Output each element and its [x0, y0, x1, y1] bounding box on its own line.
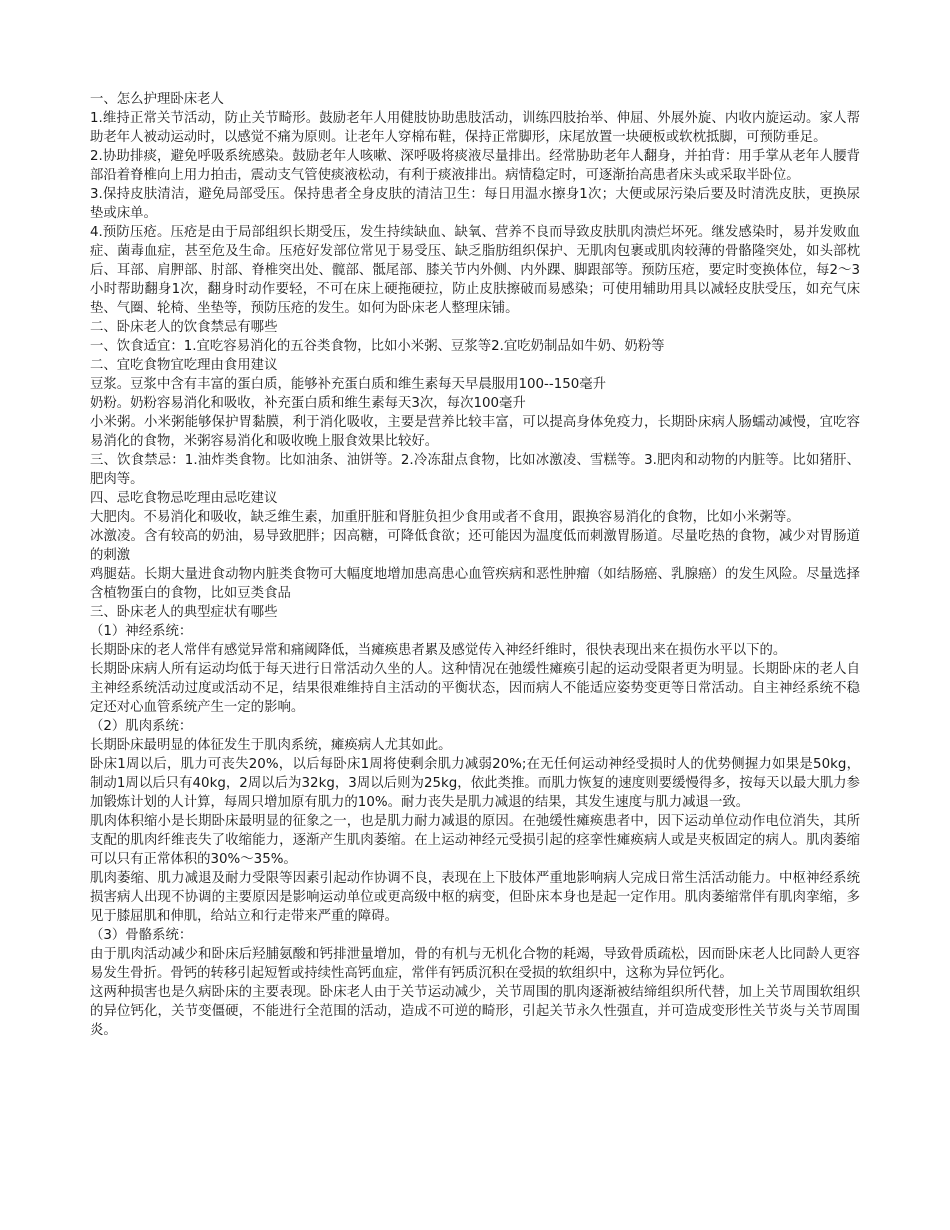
heading-diet: 二、卧床老人的饮食禁忌有哪些 — [90, 320, 278, 335]
symptom-muscle-p1: 长期卧床最明显的体征发生于肌肉系统，瘫痪病人尤其如此。 — [90, 738, 452, 753]
symptom-nervous-heading: （1）神经系统： — [90, 624, 193, 639]
diet-avoid-heading: 四、忌吃食物忌吃理由忌吃建议 — [90, 491, 278, 506]
symptom-bone-heading: （3）骨骼系统： — [90, 928, 193, 943]
care-item-joint: 1.维持正常关节活动，防止关节畸形。鼓励老年人用健肢协助患肢活动，训练四肢抬举、伸屈、外展外旋、内收内旋运动。家人帮助老年人被动运动时，以感觉不痛为原则。让老年人穿棉布鞋，保持正常脚形，床尾放置一块硬板或软枕抵脚，可预防垂足。 — [90, 111, 860, 145]
symptom-nervous-p1: 长期卧床的老人常伴有感觉异常和痛阈降低，当瘫痪患者累及感觉传入神经纤维时，很快表现出来在损伤水平以下的。 — [90, 643, 787, 658]
symptom-muscle-p4: 肌肉萎缩、肌力减退及耐力受限等因素引起动作协调不良，表现在上下肢体严重地影响病人完成日常生活活动能力。中枢神经系统损害病人出现不协调的主要原因是影响运动单位或更高级中枢的病变，但卧床本身也是起一定作用。肌肉萎缩常伴有肌肉挛缩，多见于膝屈肌和伸肌，给站立和行走带来严重的障碍。 — [90, 871, 860, 924]
symptom-bone-p2: 这两种损害也是久病卧床的主要表现。卧床老人由于关节运动减少，关节周围的肌肉逐渐被结缔组织所代替，加上关节周围软组织的异位钙化，关节变僵硬，不能进行全范围的活动，造成不可逆的畸形，引起关节永久性强直，并可造成变形性关节炎与关节周围炎。 — [90, 985, 860, 1038]
diet-soy-milk: 豆浆。豆浆中含有丰富的蛋白质，能够补充蛋白质和维生素每天早晨服用100--150毫升 — [90, 377, 607, 392]
diet-suitable: 一、饮食适宜：1.宜吃容易消化的五谷类食物，比如小米粥、豆浆等2.宜吃奶制品如牛奶、奶粉等 — [90, 339, 665, 354]
diet-taboo: 三、饮食禁忌：1.油炸类食物。比如油条、油饼等。2.冷冻甜点食物，比如冰激凌、雪糕等。3.肥肉和动物的内脏等。比如猪肝、肥肉等。 — [90, 453, 860, 487]
document-body — [90, 90, 860, 1040]
care-item-sputum: 2.协助排痰，避免呼吸系统感染。鼓励老年人咳嗽、深呼吸将痰液尽量排出。经常胁助老年人翻身，并拍背：用手掌从老年人腰背部沿着脊椎向上用力拍击，震动支气管使痰液松动，有利于痰液排出。病情稳定时，可逐渐抬高患者床头或采取半卧位。 — [90, 149, 860, 183]
symptom-bone-p1: 由于肌肉活动减少和卧床后羟脯氨酸和钙排泄量增加，骨的有机与无机化合物的耗竭，导致骨质疏松，因而卧床老人比同龄人更容易发生骨折。骨钙的转移引起短暂或持续性高钙血症，常伴有钙质沉积在受损的软组织中，这称为异位钙化。 — [90, 947, 860, 981]
symptom-nervous-p2: 长期卧床病人所有运动均低于每天进行日常活动久坐的人。这种情况在弛缓性瘫痪引起的运动受限者更为明显。长期卧床的老人自主神经系统活动过度或活动不足，结果很难维持自主活动的平衡状态，因而病人不能适应姿势变更等日常活动。自主神经系统不稳定还对心血管系统产生一定的影响。 — [90, 662, 860, 715]
care-item-skin: 3.保持皮肤清洁，避免局部受压。保持患者全身皮肤的清洁卫生：每日用温水擦身1次；大便或尿污染后要及时清洗皮肤，更换尿垫或床单。 — [90, 187, 860, 221]
care-item-pressure-sore: 4.预防压疮。压疮是由于局部组织长期受压，发生持续缺血、缺氧、营养不良而导致皮肤肌肉溃烂坏死。继发感染时，易并发败血症、菌毒血症，甚至危及生命。压疮好发部位常见于易受压、缺乏脂肪组织保护、无肌肉包裹或肌肉较薄的骨骼隆突处，如头部枕后、耳部、肩胛部、肘部、脊椎突出处、髋部、骶尾部、膝关节内外侧、内外踝、脚跟部等。预防压疮，要定时变换体位，每2～3小时帮助翻身1次，翻身时动作要轻，不可在床上硬拖硬拉，防止皮肤擦破而易感染；可使用辅助用具以减轻皮肤受压，如充气床垫、气圈、轮椅、坐垫等，预防压疮的发生。如何为卧床老人整理床铺。 — [90, 225, 860, 316]
heading-care: 一、怎么护理卧床老人 — [90, 92, 224, 107]
diet-mushroom: 鸡腿菇。长期大量进食动物内脏类食物可大幅度地增加患高患心血管疾病和恶性肿瘤（如结肠癌、乳腺癌）的发生风险。尽量选择含植物蛋白的食物，比如豆类食品 — [90, 567, 860, 601]
symptom-muscle-p2: 卧床1周以后，肌力可丧失20%，以后每卧床1周将使剩余肌力减弱20%;在无任何运动神经受损时人的优势侧握力如果是50kg，制动1周以后只有40kg，2周以后为32kg，3周以后则为25kg，依此类推。而肌力恢复的速度则要缓慢得多，按每天以最大肌力参加锻炼计划的人计算，每周只增加原有肌力的10%。耐力丧失是肌力减退的结果，其发生速度与肌力减退一致。 — [90, 757, 860, 810]
diet-recommended-heading: 二、宜吃食物宜吃理由食用建议 — [90, 358, 278, 373]
diet-milk-powder: 奶粉。奶粉容易消化和吸收，补充蛋白质和维生素每天3次，每次100毫升 — [90, 396, 526, 411]
diet-fatty-meat: 大肥肉。不易消化和吸收，缺乏维生素，加重肝脏和肾脏负担少食用或者不食用，跟换容易消化的食物，比如小米粥等。 — [90, 510, 800, 525]
symptom-muscle-p3: 肌肉体积缩小是长期卧床最明显的征象之一，也是肌力耐力减退的原因。在弛缓性瘫痪患者中，因下运动单位动作电位消失，其所支配的肌肉纤维丧失了收缩能力，逐渐产生肌肉萎缩。在上运动神经元受损引起的痉挛性瘫痪病人或是夹板固定的病人。肌肉萎缩可以只有正常体积的30%～35%。 — [90, 814, 860, 867]
diet-ice-cream: 冰激凌。含有较高的奶油，易导致肥胖；因高糖，可降低食欲；还可能因为温度低而刺激胃肠道。尽量吃热的食物，减少对胃肠道的刺激 — [90, 529, 860, 563]
symptom-muscle-heading: （2）肌肉系统： — [90, 719, 193, 734]
heading-symptoms: 三、卧床老人的典型症状有哪些 — [90, 605, 278, 620]
diet-millet-porridge: 小米粥。小米粥能够保护胃黏膜，利于消化吸收，主要是营养比较丰富，可以提高身体免疫力，长期卧床病人肠蠕动减慢，宜吃容易消化的食物，米粥容易消化和吸收晚上服食效果比较好。 — [90, 415, 860, 449]
